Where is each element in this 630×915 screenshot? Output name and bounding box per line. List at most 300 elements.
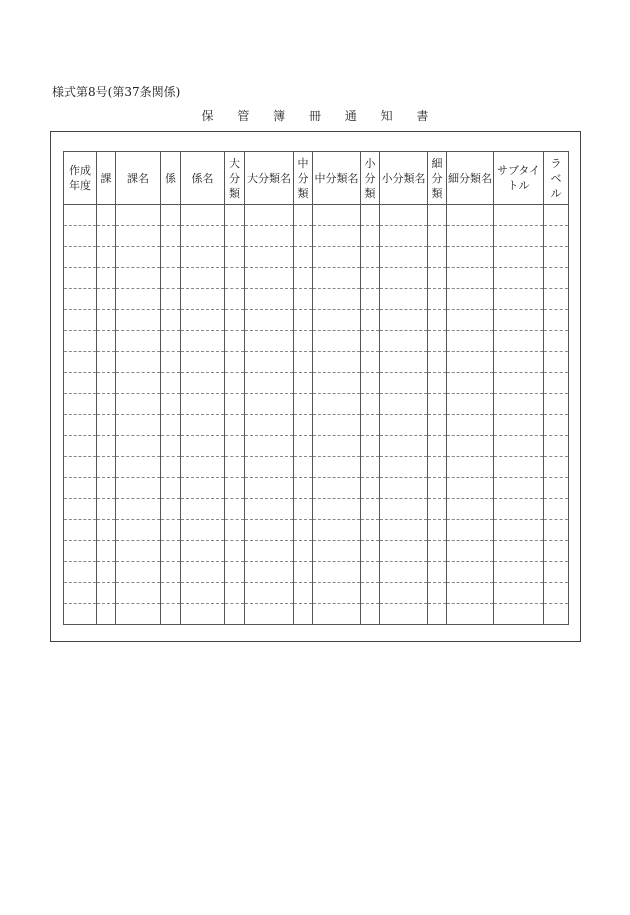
table-cell — [225, 583, 245, 604]
table-cell — [181, 415, 225, 436]
register-table — [63, 151, 569, 625]
table-cell — [161, 226, 181, 247]
table-cell — [428, 289, 447, 310]
table-cell — [313, 331, 361, 352]
table-cell — [116, 520, 161, 541]
table-cell — [447, 352, 494, 373]
table-cell — [294, 478, 313, 499]
table-cell — [225, 562, 245, 583]
table-cell — [494, 289, 544, 310]
table-cell — [294, 247, 313, 268]
table-cell — [225, 436, 245, 457]
table-cell — [380, 373, 428, 394]
table-cell — [361, 583, 380, 604]
table-cell — [161, 289, 181, 310]
table-cell — [64, 457, 97, 478]
table-cell — [161, 499, 181, 520]
table-cell — [181, 310, 225, 331]
table-cell — [64, 562, 97, 583]
table-cell — [447, 415, 494, 436]
table-row — [64, 247, 569, 268]
table-cell — [116, 499, 161, 520]
table-cell — [294, 541, 313, 562]
table-cell — [544, 226, 569, 247]
table-cell — [181, 436, 225, 457]
table-cell — [64, 541, 97, 562]
table-row — [64, 289, 569, 310]
table-cell — [225, 247, 245, 268]
table-cell — [97, 520, 116, 541]
table-cell — [313, 583, 361, 604]
table-cell — [361, 478, 380, 499]
table-cell — [161, 205, 181, 226]
table-cell — [245, 352, 294, 373]
header-col-fiscal-year — [64, 152, 97, 205]
table-cell — [181, 205, 225, 226]
table-row — [64, 352, 569, 373]
table-row — [64, 394, 569, 415]
header-label: サブタイ トル — [496, 164, 540, 192]
table-cell — [447, 457, 494, 478]
table-cell — [447, 205, 494, 226]
table-cell — [544, 436, 569, 457]
table-cell — [494, 415, 544, 436]
table-row — [64, 520, 569, 541]
table-cell — [494, 436, 544, 457]
table-cell — [181, 478, 225, 499]
table-row — [64, 457, 569, 478]
table-cell — [494, 583, 544, 604]
table-cell — [245, 478, 294, 499]
table-cell — [428, 604, 447, 625]
table-cell — [544, 394, 569, 415]
table-cell — [181, 226, 225, 247]
table-cell — [428, 541, 447, 562]
table-cell — [380, 478, 428, 499]
table-cell — [161, 541, 181, 562]
table-cell — [313, 562, 361, 583]
table-cell — [294, 394, 313, 415]
table-cell — [494, 373, 544, 394]
table-cell — [494, 394, 544, 415]
table-cell — [245, 436, 294, 457]
form-number-label: 様式第8号(第37条関係) — [52, 85, 181, 99]
header-label: 係 — [165, 171, 176, 185]
table-cell — [380, 247, 428, 268]
table-cell — [97, 415, 116, 436]
table-cell — [361, 415, 380, 436]
table-cell — [494, 352, 544, 373]
table-cell — [97, 205, 116, 226]
table-cell — [361, 289, 380, 310]
table-cell — [447, 583, 494, 604]
header-col-section-code — [97, 152, 116, 205]
table-cell — [181, 268, 225, 289]
table-cell — [161, 415, 181, 436]
table-cell — [447, 499, 494, 520]
header-label: ラ ベ ル — [550, 156, 562, 200]
table-cell — [294, 457, 313, 478]
table-cell — [447, 331, 494, 352]
table-cell — [116, 541, 161, 562]
table-cell — [161, 310, 181, 331]
table-cell — [161, 436, 181, 457]
table-cell — [494, 541, 544, 562]
table-cell — [494, 226, 544, 247]
table-cell — [97, 457, 116, 478]
table-cell — [245, 562, 294, 583]
table-cell — [245, 226, 294, 247]
header-label: 細 分 類 — [431, 156, 443, 200]
table-cell — [161, 520, 181, 541]
table-cell — [544, 268, 569, 289]
table-cell — [225, 331, 245, 352]
table-cell — [380, 583, 428, 604]
table-cell — [116, 331, 161, 352]
table-cell — [181, 583, 225, 604]
table-cell — [97, 394, 116, 415]
table-row — [64, 415, 569, 436]
table-cell — [494, 604, 544, 625]
table-cell — [245, 415, 294, 436]
table-cell — [428, 415, 447, 436]
table-cell — [116, 352, 161, 373]
table-cell — [544, 331, 569, 352]
table-cell — [64, 331, 97, 352]
table-cell — [245, 604, 294, 625]
table-cell — [97, 478, 116, 499]
table-cell — [161, 478, 181, 499]
table-cell — [294, 520, 313, 541]
table-cell — [428, 436, 447, 457]
header-col-middle-class-code — [294, 152, 313, 205]
table-cell — [380, 226, 428, 247]
table-cell — [64, 352, 97, 373]
table-cell — [428, 499, 447, 520]
header-label: 大分類名 — [247, 171, 291, 185]
table-cell — [245, 310, 294, 331]
table-cell — [64, 604, 97, 625]
table-cell — [294, 604, 313, 625]
header-col-major-class-name — [245, 152, 294, 205]
table-cell — [97, 247, 116, 268]
table-cell — [294, 499, 313, 520]
header-label: 細分類名 — [448, 171, 492, 185]
table-cell — [245, 373, 294, 394]
table-cell — [64, 268, 97, 289]
table-cell — [225, 499, 245, 520]
table-cell — [294, 289, 313, 310]
header-label: 係名 — [191, 171, 214, 185]
table-row — [64, 331, 569, 352]
table-cell — [361, 604, 380, 625]
table-row — [64, 541, 569, 562]
table-cell — [116, 478, 161, 499]
table-cell — [428, 310, 447, 331]
table-body — [64, 205, 569, 625]
table-cell — [181, 520, 225, 541]
table-cell — [544, 415, 569, 436]
table-cell — [245, 289, 294, 310]
table-cell — [64, 394, 97, 415]
table-cell — [361, 436, 380, 457]
header-col-label — [544, 152, 569, 205]
table-cell — [97, 352, 116, 373]
table-cell — [245, 499, 294, 520]
table-cell — [181, 541, 225, 562]
table-cell — [161, 394, 181, 415]
table-cell — [64, 373, 97, 394]
table-cell — [161, 268, 181, 289]
table-cell — [494, 499, 544, 520]
table-cell — [544, 247, 569, 268]
table-cell — [313, 373, 361, 394]
table-cell — [97, 289, 116, 310]
table-cell — [313, 352, 361, 373]
table-cell — [361, 310, 380, 331]
table-cell — [116, 310, 161, 331]
table-cell — [116, 289, 161, 310]
table-cell — [225, 520, 245, 541]
table-cell — [294, 331, 313, 352]
table-cell — [225, 415, 245, 436]
table-cell — [544, 205, 569, 226]
table-cell — [313, 310, 361, 331]
header-col-minor-class-name — [380, 152, 428, 205]
table-cell — [181, 289, 225, 310]
header-col-major-class-code — [225, 152, 245, 205]
table-cell — [428, 352, 447, 373]
table-cell — [313, 205, 361, 226]
table-cell — [294, 415, 313, 436]
table-row — [64, 226, 569, 247]
table-cell — [116, 373, 161, 394]
table-cell — [447, 247, 494, 268]
table-row — [64, 268, 569, 289]
table-cell — [294, 436, 313, 457]
table-cell — [116, 247, 161, 268]
table-cell — [97, 310, 116, 331]
table-cell — [447, 310, 494, 331]
table-cell — [313, 541, 361, 562]
header-col-detail-class-code — [428, 152, 447, 205]
table-cell — [447, 289, 494, 310]
table-cell — [544, 520, 569, 541]
table-cell — [313, 457, 361, 478]
table-cell — [447, 478, 494, 499]
table-cell — [313, 289, 361, 310]
header-label: 課名 — [127, 171, 149, 185]
table-cell — [245, 268, 294, 289]
table-cell — [380, 541, 428, 562]
table-cell — [181, 331, 225, 352]
table-cell — [64, 289, 97, 310]
table-cell — [494, 268, 544, 289]
table-cell — [544, 562, 569, 583]
table-cell — [380, 394, 428, 415]
table-cell — [116, 394, 161, 415]
table-cell — [116, 226, 161, 247]
table-row — [64, 436, 569, 457]
table-cell — [181, 604, 225, 625]
table-cell — [245, 541, 294, 562]
table-cell — [361, 394, 380, 415]
header-row — [64, 152, 569, 205]
table-cell — [494, 310, 544, 331]
table-cell — [64, 247, 97, 268]
header-label: 中 分 類 — [297, 156, 309, 200]
table-cell — [494, 247, 544, 268]
table-cell — [64, 499, 97, 520]
table-cell — [225, 205, 245, 226]
table-cell — [447, 562, 494, 583]
table-cell — [64, 436, 97, 457]
table-cell — [313, 520, 361, 541]
table-cell — [313, 499, 361, 520]
header-col-minor-class-code — [361, 152, 380, 205]
table-cell — [361, 247, 380, 268]
table-cell — [181, 394, 225, 415]
table-cell — [380, 352, 428, 373]
table-cell — [544, 478, 569, 499]
table-cell — [361, 562, 380, 583]
table-cell — [380, 289, 428, 310]
table-cell — [361, 205, 380, 226]
document-title: 保 管 簿 冊 通 知 書 — [201, 109, 439, 123]
table-cell — [494, 520, 544, 541]
table-cell — [116, 415, 161, 436]
table-cell — [116, 436, 161, 457]
table-cell — [294, 268, 313, 289]
table-cell — [97, 604, 116, 625]
header-col-detail-class-name — [447, 152, 494, 205]
header-col-section-name — [116, 152, 161, 205]
table-cell — [428, 205, 447, 226]
table-cell — [245, 457, 294, 478]
table-cell — [361, 499, 380, 520]
table-cell — [97, 499, 116, 520]
table-cell — [380, 415, 428, 436]
table-cell — [361, 541, 380, 562]
table-cell — [361, 268, 380, 289]
table-cell — [64, 415, 97, 436]
table-cell — [161, 583, 181, 604]
table-cell — [225, 352, 245, 373]
header-col-middle-class-name — [313, 152, 361, 205]
table-row — [64, 373, 569, 394]
table-cell — [294, 583, 313, 604]
table-cell — [380, 499, 428, 520]
table-cell — [428, 583, 447, 604]
header-col-subtitle — [494, 152, 544, 205]
table-cell — [225, 268, 245, 289]
table-cell — [294, 373, 313, 394]
table-cell — [64, 520, 97, 541]
table-cell — [225, 457, 245, 478]
table-cell — [97, 268, 116, 289]
table-cell — [313, 478, 361, 499]
table-cell — [313, 604, 361, 625]
table-row — [64, 310, 569, 331]
table-cell — [447, 268, 494, 289]
table-cell — [116, 268, 161, 289]
table-cell — [447, 604, 494, 625]
table-cell — [380, 205, 428, 226]
table-cell — [494, 478, 544, 499]
table-cell — [380, 331, 428, 352]
table-cell — [313, 415, 361, 436]
table-cell — [245, 331, 294, 352]
table-cell — [313, 268, 361, 289]
table-cell — [97, 226, 116, 247]
table-cell — [447, 394, 494, 415]
table-cell — [447, 226, 494, 247]
table-cell — [116, 583, 161, 604]
table-cell — [64, 226, 97, 247]
table-cell — [544, 352, 569, 373]
table-cell — [161, 331, 181, 352]
table-cell — [245, 247, 294, 268]
table-cell — [544, 604, 569, 625]
table-cell — [428, 394, 447, 415]
table-cell — [97, 562, 116, 583]
table-cell — [181, 352, 225, 373]
table-cell — [161, 457, 181, 478]
table-cell — [225, 289, 245, 310]
table-cell — [181, 562, 225, 583]
header-label: 小分類名 — [381, 171, 426, 185]
table-cell — [64, 478, 97, 499]
table-cell — [428, 562, 447, 583]
table-cell — [97, 373, 116, 394]
table-cell — [161, 352, 181, 373]
table-cell — [245, 205, 294, 226]
table-cell — [544, 289, 569, 310]
table-cell — [225, 226, 245, 247]
table-cell — [64, 310, 97, 331]
table-cell — [428, 268, 447, 289]
table-cell — [161, 562, 181, 583]
table-cell — [225, 373, 245, 394]
table-cell — [245, 520, 294, 541]
table-cell — [447, 436, 494, 457]
table-cell — [245, 394, 294, 415]
table-cell — [428, 457, 447, 478]
table-cell — [161, 373, 181, 394]
table-cell — [97, 436, 116, 457]
table-cell — [361, 520, 380, 541]
table-cell — [544, 541, 569, 562]
table-cell — [361, 352, 380, 373]
table-cell — [361, 331, 380, 352]
table-cell — [161, 247, 181, 268]
table-cell — [181, 457, 225, 478]
table-cell — [313, 394, 361, 415]
table-cell — [225, 541, 245, 562]
header-label: 大 分 類 — [229, 156, 240, 200]
table-cell — [361, 373, 380, 394]
table-row — [64, 205, 569, 226]
header-label: 課 — [100, 171, 112, 185]
table-cell — [380, 268, 428, 289]
table-cell — [494, 205, 544, 226]
table-cell — [294, 205, 313, 226]
table-cell — [181, 247, 225, 268]
table-cell — [116, 457, 161, 478]
table-cell — [116, 562, 161, 583]
table-cell — [225, 310, 245, 331]
table-row — [64, 478, 569, 499]
